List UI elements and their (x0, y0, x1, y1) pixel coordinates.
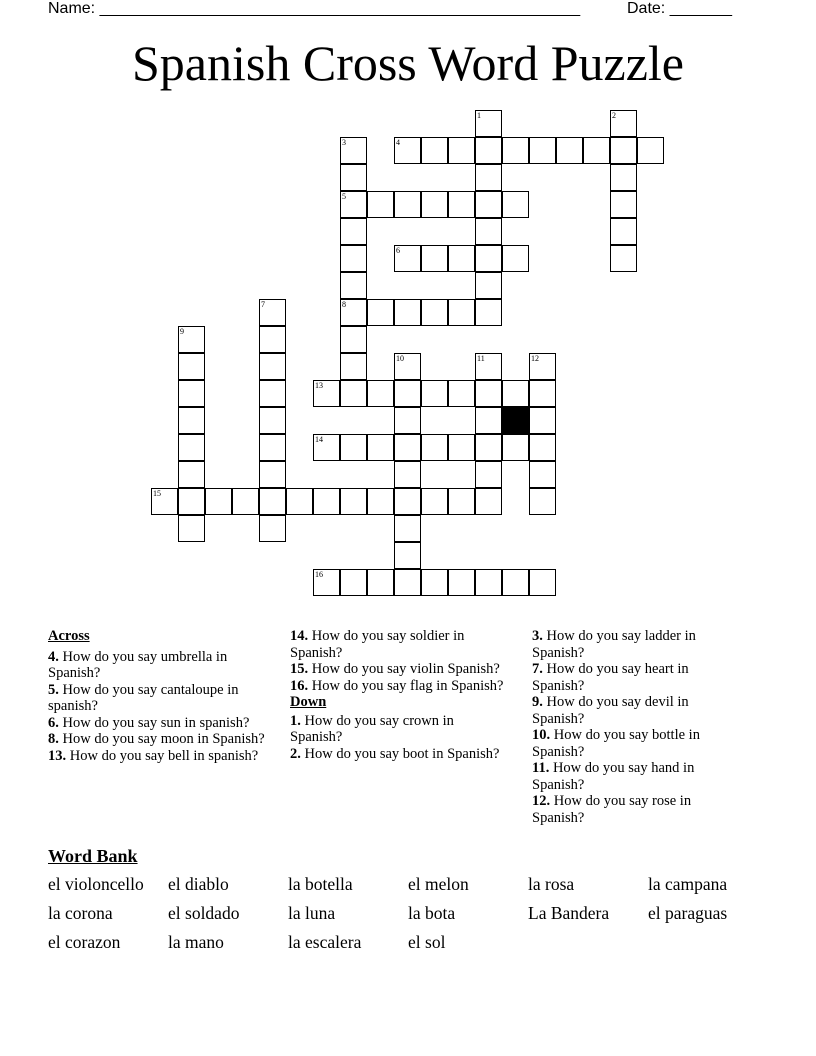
grid-cell[interactable] (178, 434, 205, 461)
clue-number: 14 (315, 435, 323, 444)
grid-cell[interactable] (367, 569, 394, 596)
clue-number: 13 (315, 381, 323, 390)
grid-cell[interactable] (448, 191, 475, 218)
grid-cell[interactable] (394, 137, 421, 164)
grid-cell[interactable] (583, 137, 610, 164)
grid-cell[interactable] (340, 245, 367, 272)
grid-cell[interactable] (502, 245, 529, 272)
word-bank-word: La Bandera (528, 903, 610, 923)
clue-number: 1 (477, 111, 481, 120)
grid-cell[interactable] (421, 434, 448, 461)
clue-item (290, 628, 505, 661)
clue-text: How do you say heart in Spanish? (532, 661, 689, 694)
blocked-cell (502, 407, 529, 434)
grid-cell[interactable] (502, 434, 529, 461)
clue-text: How do you say hand in Spanish? (532, 760, 695, 793)
grid-cell[interactable] (178, 353, 205, 380)
grid-cell[interactable] (178, 407, 205, 434)
grid-cell[interactable] (448, 380, 475, 407)
grid-cell[interactable] (529, 380, 556, 407)
clue-text: How do you say soldier in Spanish? (290, 628, 465, 661)
grid-cell[interactable] (259, 515, 286, 542)
date-field-label[interactable]: Date: _______ (627, 0, 732, 17)
down-heading: Down (290, 694, 327, 710)
grid-cell[interactable] (394, 191, 421, 218)
grid-cell[interactable] (259, 299, 286, 326)
clue-number-label: 13. (48, 747, 67, 764)
word-bank-word: el paraguas (648, 903, 728, 923)
clue-number-label: 1. (290, 712, 301, 729)
clue-number-label: 4. (48, 648, 59, 665)
grid-cell[interactable] (475, 461, 502, 488)
clue-number-label: 3. (532, 628, 543, 644)
clue-column-1 (48, 628, 268, 764)
word-bank-word: la bota (408, 903, 456, 923)
grid-cell[interactable] (475, 164, 502, 191)
grid-cell[interactable] (340, 137, 367, 164)
word-bank-word: el diablo (168, 874, 229, 894)
grid-cell[interactable] (394, 461, 421, 488)
grid-cell[interactable] (610, 191, 637, 218)
clue-text: How do you say flag in Spanish? (308, 677, 504, 694)
clue-number: 6 (396, 246, 400, 255)
clue-item (532, 628, 732, 661)
clue-number-label: 12. (532, 793, 551, 809)
clue-text: How do you say crown in Spanish? (290, 712, 454, 745)
grid-cell[interactable] (448, 137, 475, 164)
clue-text: How do you say bell in spanish? (66, 747, 259, 764)
grid-cell[interactable] (394, 515, 421, 542)
clue-column-2 (290, 628, 505, 762)
clue-number: 4 (396, 138, 400, 147)
grid-cell[interactable] (340, 272, 367, 299)
clue-number: 8 (342, 300, 346, 309)
grid-cell[interactable] (475, 245, 502, 272)
grid-cell[interactable] (610, 218, 637, 245)
grid-cell[interactable] (475, 569, 502, 596)
grid-cell[interactable] (394, 353, 421, 380)
clue-text: How do you say devil in Spanish? (532, 694, 689, 727)
grid-cell[interactable] (367, 299, 394, 326)
grid-cell[interactable] (394, 245, 421, 272)
grid-cell[interactable] (421, 191, 448, 218)
clue-number-label: 7. (532, 661, 543, 677)
clue-text: How do you say violin Spanish? (308, 661, 500, 677)
name-field-label[interactable]: Name: ______________________________________________________ (48, 0, 581, 17)
grid-cell[interactable] (475, 407, 502, 434)
header (48, 0, 748, 20)
clue-item (48, 731, 268, 748)
grid-cell[interactable] (529, 434, 556, 461)
grid-cell[interactable] (313, 434, 340, 461)
grid-cell[interactable] (232, 488, 259, 515)
grid-cell[interactable] (394, 434, 421, 461)
page-title: Spanish Cross Word Puzzle (132, 35, 684, 91)
grid-cell[interactable] (394, 569, 421, 596)
clue-number: 5 (342, 192, 346, 201)
word-bank-word: la mano (168, 932, 224, 952)
clue-text: How do you say boot in Spanish? (300, 745, 500, 762)
grid-cell[interactable] (178, 515, 205, 542)
grid-cell[interactable] (475, 488, 502, 515)
clue-text: How do you say moon in Spanish? (58, 731, 265, 747)
word-bank-word: la campana (648, 874, 728, 894)
grid-cell[interactable] (529, 407, 556, 434)
clue-item (532, 793, 732, 826)
grid-cell[interactable] (502, 569, 529, 596)
grid-cell[interactable] (178, 461, 205, 488)
clue-item (290, 746, 505, 763)
grid-cell[interactable] (367, 434, 394, 461)
grid-cell[interactable] (502, 191, 529, 218)
grid-cell[interactable] (259, 461, 286, 488)
clue-item (290, 661, 505, 678)
clue-number: 15 (153, 489, 161, 498)
word-bank-word: el sol (408, 932, 446, 952)
clue-column-3 (532, 628, 732, 826)
grid-cell[interactable] (610, 245, 637, 272)
grid-cell[interactable] (394, 542, 421, 569)
grid-cell[interactable] (556, 137, 583, 164)
word-bank-word: el violoncello (48, 874, 144, 894)
grid-cell[interactable] (340, 191, 367, 218)
clue-number-label: 16. (290, 677, 309, 694)
grid-cell[interactable] (475, 137, 502, 164)
clue-number-label: 15. (290, 661, 309, 677)
grid-cell[interactable] (259, 434, 286, 461)
grid-cell[interactable] (421, 299, 448, 326)
grid-cell[interactable] (448, 434, 475, 461)
grid-cell[interactable] (475, 110, 502, 137)
word-bank-title: Word Bank (48, 846, 138, 866)
grid-cell[interactable] (394, 380, 421, 407)
grid-cell[interactable] (529, 461, 556, 488)
grid-cell[interactable] (259, 353, 286, 380)
grid-cell[interactable] (448, 488, 475, 515)
grid-cell[interactable] (610, 164, 637, 191)
grid-cell[interactable] (367, 191, 394, 218)
clue-number: 3 (342, 138, 346, 147)
grid-cell[interactable] (637, 137, 664, 164)
grid-cell[interactable] (610, 110, 637, 137)
grid-cell[interactable] (313, 488, 340, 515)
grid-cell[interactable] (178, 488, 205, 515)
clue-item (532, 727, 732, 760)
clue-item (48, 682, 268, 715)
grid-cell[interactable] (448, 569, 475, 596)
grid-cell[interactable] (259, 407, 286, 434)
word-bank-word: el melon (408, 874, 469, 894)
clue-text: How do you say ladder in Spanish? (532, 628, 696, 661)
clue-text: How do you say umbrella in Spanish? (48, 648, 228, 681)
grid-cell[interactable] (475, 380, 502, 407)
word-bank-word: la escalera (288, 932, 362, 952)
clue-item (48, 715, 268, 732)
clue-number-label: 8. (48, 731, 59, 747)
grid-cell[interactable] (529, 488, 556, 515)
grid-cell[interactable] (502, 137, 529, 164)
clue-item (290, 713, 505, 746)
clue-number: 7 (261, 300, 265, 309)
grid-cell[interactable] (529, 353, 556, 380)
grid-cell[interactable] (448, 299, 475, 326)
grid-cell[interactable] (529, 137, 556, 164)
across-heading: Across (48, 628, 90, 644)
grid-cell[interactable] (394, 407, 421, 434)
grid-cell[interactable] (421, 137, 448, 164)
clue-item (532, 661, 732, 694)
grid-cell[interactable] (340, 164, 367, 191)
grid-cell[interactable] (340, 380, 367, 407)
word-bank-word: el soldado (168, 903, 240, 923)
word-bank-word: el corazon (48, 932, 121, 952)
grid-cell[interactable] (313, 380, 340, 407)
grid-cell[interactable] (475, 272, 502, 299)
grid-cell[interactable] (178, 380, 205, 407)
grid-cell[interactable] (421, 488, 448, 515)
grid-cell[interactable] (475, 299, 502, 326)
grid-cell[interactable] (610, 137, 637, 164)
clue-number-label: 6. (48, 714, 59, 731)
clue-item (532, 760, 732, 793)
clue-item (532, 694, 732, 727)
grid-cell[interactable] (259, 326, 286, 353)
clue-number: 16 (315, 570, 323, 579)
grid-cell[interactable] (475, 191, 502, 218)
word-bank-word: la botella (288, 874, 353, 894)
grid-cell[interactable] (394, 488, 421, 515)
grid-cell[interactable] (340, 569, 367, 596)
clue-text: How do you say cantaloupe in spanish? (48, 681, 239, 714)
clue-number-label: 2. (290, 745, 301, 762)
word-bank-word: la corona (48, 903, 113, 923)
grid-cell[interactable] (313, 569, 340, 596)
clue-item (48, 748, 268, 765)
grid-cell[interactable] (340, 299, 367, 326)
clue-text: How do you say sun in spanish? (58, 714, 250, 731)
grid-cell[interactable] (259, 488, 286, 515)
clue-number: 10 (396, 354, 404, 363)
clue-text: How do you say rose in Spanish? (532, 793, 692, 826)
grid-cell[interactable] (421, 569, 448, 596)
clue-number-label: 14. (290, 628, 309, 644)
clue-number-label: 5. (48, 681, 59, 698)
grid-cell[interactable] (205, 488, 232, 515)
clue-number-label: 9. (532, 694, 543, 710)
grid-cell[interactable] (340, 434, 367, 461)
grid-cell[interactable] (367, 380, 394, 407)
clue-number-label: 10. (532, 727, 551, 743)
grid-cell[interactable] (448, 245, 475, 272)
grid-cell[interactable] (340, 353, 367, 380)
grid-cell[interactable] (421, 245, 448, 272)
grid-cell[interactable] (286, 488, 313, 515)
clue-item (48, 649, 268, 682)
grid-cell[interactable] (394, 299, 421, 326)
grid-cell[interactable] (475, 434, 502, 461)
grid-cell[interactable] (340, 326, 367, 353)
grid-cell[interactable] (529, 569, 556, 596)
clue-text: How do you say bottle in Spanish? (532, 727, 700, 760)
grid-cell[interactable] (340, 488, 367, 515)
grid-cell[interactable] (421, 380, 448, 407)
clue-number: 2 (612, 111, 616, 120)
grid-cell[interactable] (367, 488, 394, 515)
grid-cell[interactable] (259, 380, 286, 407)
grid-cell[interactable] (340, 218, 367, 245)
grid-cell[interactable] (178, 326, 205, 353)
grid-cell[interactable] (475, 353, 502, 380)
clue-number: 9 (180, 327, 184, 336)
clue-number: 12 (531, 354, 539, 363)
word-bank-word: la luna (288, 903, 336, 923)
clue-number-label: 11. (532, 760, 550, 776)
grid-cell[interactable] (475, 218, 502, 245)
grid-cell[interactable] (502, 380, 529, 407)
clue-item (290, 678, 505, 695)
clue-number: 11 (477, 354, 485, 363)
grid-cell[interactable] (151, 488, 178, 515)
word-bank-word: la rosa (528, 874, 575, 894)
